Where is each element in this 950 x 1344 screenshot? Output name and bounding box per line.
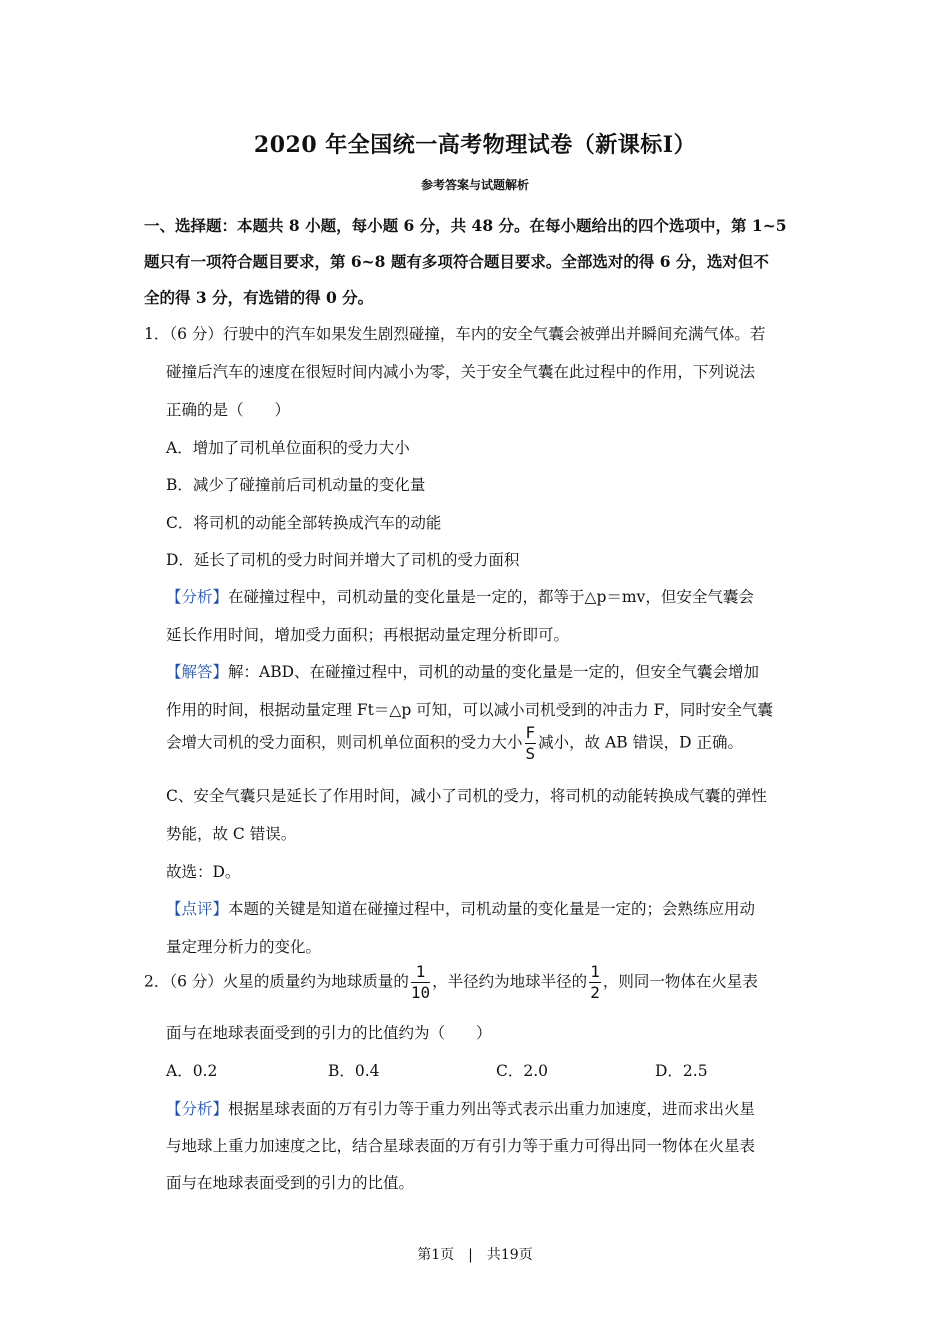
- analysis-tag: 【分析】: [166, 588, 229, 606]
- q1-answer-line-3-after: 减小，故 AB 错误，D 正确。: [538, 733, 743, 752]
- q1-stem-line-2: 碰撞后汽车的速度在很短时间内减小为零，关于安全气囊在此过程中的作用，下列说法: [166, 363, 756, 381]
- q1-option-b: B．减少了碰撞前后司机动量的变化量: [166, 476, 426, 494]
- q2-option-d: D．2.5: [655, 1062, 708, 1080]
- q1-answer-choice: 故选：D。: [166, 863, 241, 881]
- q2-analysis-text: 根据星球表面的万有引力等于重力列出等式表示出重力加速度，进而求出火星: [228, 1100, 756, 1118]
- section-instructions-line-1: 一、选择题：本题共 8 小题，每小题 6 分，共 48 分。在每小题给出的四个选项中，第 1~5: [144, 216, 787, 235]
- q1-comment-text: 本题的关键是知道在碰撞过程中，司机动量的变化量是一定的；会熟练应用动: [228, 900, 756, 918]
- q2-analysis-line-2: 与地球上重力加速度之比，结合星球表面的万有引力等于重力可得出同一物体在火星表: [166, 1137, 756, 1155]
- q1-stem-line-3: 正确的是（ ）: [166, 401, 291, 419]
- q1-stem-line-1: 1．（6 分）行驶中的汽车如果发生剧烈碰撞，车内的安全气囊会被弹出并瞬间充满气体。若: [144, 325, 766, 343]
- fraction-one-half: [589, 964, 601, 1001]
- q1-answer-line-1: [166, 660, 759, 682]
- q2-stem-line-1: [144, 964, 758, 1001]
- q1-option-d: D．延长了司机的受力时间并增大了司机的受力面积: [166, 551, 520, 569]
- page-footer: 第1页 | 共19页: [417, 1247, 533, 1263]
- q2-option-a: A．0.2: [166, 1062, 218, 1080]
- q1-answer-line-4: C、安全气囊只是延长了作用时间，减小了司机的受力，将司机的动能转换成气囊的弹性: [166, 787, 767, 805]
- fraction-one-tenth: [411, 964, 430, 1001]
- q1-answer-line-3-before: 会增大司机的受力面积，则司机单位面积的受力大小: [166, 733, 523, 752]
- page-subtitle: 参考答案与试题解析: [420, 178, 529, 192]
- analysis-tag: 【分析】: [166, 1100, 229, 1118]
- fraction-f-over-s: [525, 725, 537, 762]
- page-title: 2020 年全国统一高考物理试卷（新课标Ⅰ）: [253, 132, 697, 158]
- section-instructions-line-2: 题只有一项符合题目要求，第 6~8 题有多项符合题目要求。全部选对的得 6 分，选对但不: [144, 252, 769, 271]
- q1-analysis-line-1: [166, 585, 754, 607]
- q1-comment-line-1: [166, 897, 755, 919]
- fraction-denominator: 2: [590, 983, 600, 1002]
- q2-analysis-line-1: [166, 1097, 755, 1119]
- q1-analysis-line-2: 延长作用时间，增加受力面积；再根据动量定理分析即可。: [166, 626, 570, 644]
- fraction-denominator: S: [525, 744, 536, 763]
- q1-comment-line-2: 量定理分析力的变化。: [166, 938, 322, 956]
- fraction-denominator: 10: [410, 983, 431, 1002]
- q2-stem-part-2: ，半径约为地球半径的: [432, 972, 588, 991]
- q1-analysis-text: 在碰撞过程中，司机动量的变化量是一定的，都等于△p＝mv，但安全气囊会: [228, 588, 754, 606]
- q1-answer-line-3: [166, 725, 743, 762]
- q2-option-b: B．0.4: [328, 1062, 380, 1080]
- comment-tag: 【点评】: [166, 900, 229, 918]
- q1-answer-line-5: 势能，故 C 错误。: [166, 825, 297, 843]
- q2-stem-line-2: 面与在地球表面受到的引力的比值约为（ ）: [166, 1024, 492, 1042]
- q2-stem-part-3: ，则同一物体在火星表: [602, 972, 758, 991]
- fraction-numerator: 1: [590, 962, 600, 981]
- q2-stem-part-1: 2．（6 分）火星的质量约为地球质量的: [144, 972, 409, 991]
- q1-option-a: A．增加了司机单位面积的受力大小: [166, 439, 410, 457]
- q1-answer-line-2: 作用的时间，根据动量定理 Ft＝△p 可知，可以减小司机受到的冲击力 F，同时安全气囊: [166, 701, 773, 719]
- q2-analysis-line-3: 面与在地球表面受到的引力的比值。: [166, 1174, 415, 1192]
- section-instructions-line-3: 全的得 3 分，有选错的得 0 分。: [144, 288, 374, 307]
- fraction-numerator: 1: [411, 964, 430, 983]
- q1-answer-text: 解：ABD、在碰撞过程中，司机的动量的变化量是一定的，但安全气囊会增加: [228, 663, 760, 681]
- q1-option-c: C．将司机的动能全部转换成汽车的动能: [166, 514, 442, 532]
- q2-option-c: C．2.0: [496, 1062, 549, 1080]
- answer-tag: 【解答】: [166, 663, 229, 681]
- fraction-numerator: F: [525, 723, 536, 742]
